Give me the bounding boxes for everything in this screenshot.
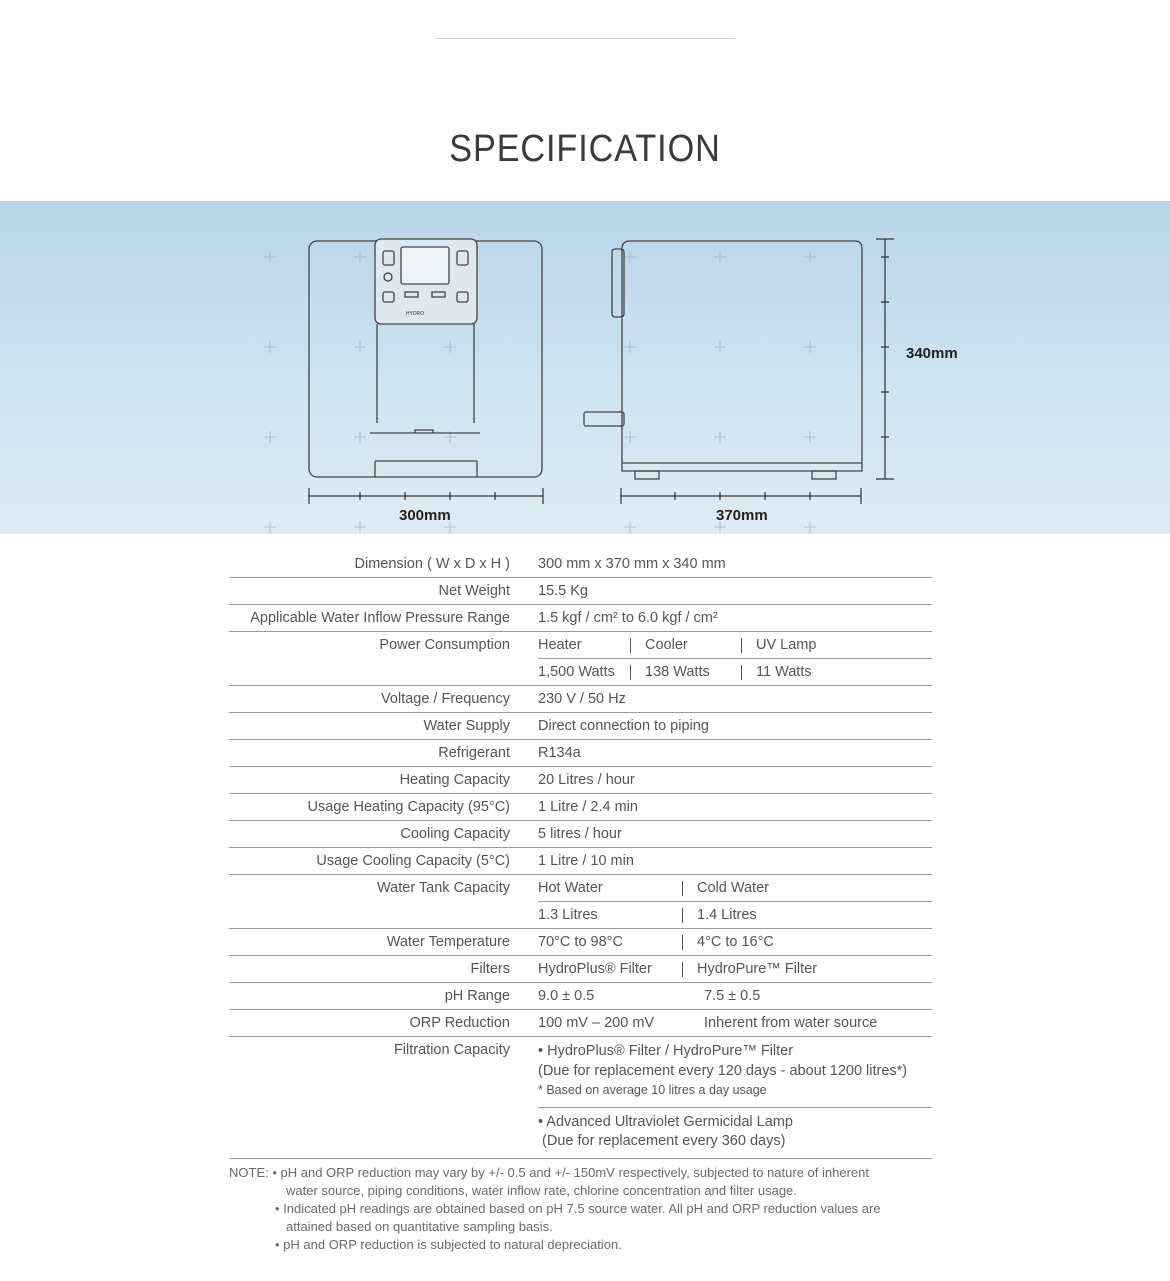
- spec-row-tank: [229, 875, 932, 929]
- tank-values: [538, 901, 932, 928]
- spec-row-power: [229, 632, 932, 686]
- spec-row-usage-cooling: [229, 848, 932, 875]
- note-item-1: • pH and ORP reduction may vary by +/- 0.5 and +/- 150mV respectively, subjected to nature of inherent: [272, 1165, 869, 1180]
- power-heater-value: 1,500 Watts: [538, 664, 615, 680]
- filter-hydroplus: HydroPlus® Filter: [538, 961, 652, 977]
- divider: [630, 638, 631, 653]
- divider: [630, 665, 631, 680]
- divider: [741, 638, 742, 653]
- spec-row-ph: [229, 983, 932, 1010]
- divider: [682, 908, 683, 923]
- top-divider: [435, 38, 735, 39]
- power-uv-value: 11 Watts: [756, 664, 812, 680]
- spec-value: 15.5 Kg: [538, 583, 588, 599]
- divider: [682, 935, 683, 950]
- spec-row-pressure: [229, 605, 932, 632]
- filtration-filter-title: • HydroPlus® Filter / HydroPure™ Filter: [538, 1043, 794, 1059]
- spec-value: 230 V / 50 Hz: [538, 691, 626, 707]
- spec-row-voltage: [229, 686, 932, 713]
- power-values: [538, 658, 932, 685]
- spec-row-temperature: [229, 929, 932, 956]
- power-heater-header: Heater: [538, 637, 582, 653]
- spec-value: 1.5 kgf / cm² to 6.0 kgf / cm²: [538, 610, 718, 626]
- filtration-uv-title: • Advanced Ultraviolet Germicidal Lamp: [538, 1113, 793, 1130]
- spec-value: 1 Litre / 2.4 min: [538, 799, 638, 815]
- spec-label: pH Range: [444, 988, 510, 1004]
- spec-label: Water Tank Capacity: [377, 880, 510, 896]
- divider: [682, 962, 683, 977]
- ph-hydropure: 7.5 ± 0.5: [704, 988, 761, 1004]
- depth-dimension-label: 370mm: [716, 507, 768, 524]
- page-title: SPECIFICATION: [449, 128, 721, 170]
- spec-label: Voltage / Frequency: [381, 691, 510, 707]
- width-dimension-label: 300mm: [399, 507, 451, 524]
- spec-row-filtration: [229, 1037, 932, 1159]
- power-headers: [538, 632, 932, 658]
- filtration-filter-footnote: * Based on average 10 litres a day usage: [538, 1083, 767, 1097]
- spec-label: Usage Heating Capacity (95°C): [307, 799, 510, 815]
- spec-row-water-supply: [229, 713, 932, 740]
- ph-hydroplus: 9.0 ± 0.5: [538, 988, 595, 1004]
- spec-value: 5 litres / hour: [538, 826, 622, 842]
- dispenser-drawings: [0, 201, 1170, 534]
- filtration-uv-block: [538, 1107, 932, 1158]
- spec-label: Power Consumption: [379, 637, 510, 653]
- spec-row-heating-capacity: [229, 767, 932, 794]
- orp-hydropure: Inherent from water source: [704, 1015, 878, 1031]
- spec-value: 1 Litre / 10 min: [538, 853, 634, 869]
- spec-row-filters: [229, 956, 932, 983]
- spec-row-usage-heating: [229, 794, 932, 821]
- tank-cold-value: 1.4 Litres: [697, 907, 757, 923]
- filter-hydropure: HydroPure™ Filter: [697, 961, 818, 977]
- height-dimension-label: 340mm: [906, 345, 958, 362]
- spec-label: Filters: [470, 961, 510, 977]
- temperature-cold: 4°C to 16°C: [697, 934, 774, 950]
- spec-value: 300 mm x 370 mm x 340 mm: [538, 556, 726, 572]
- orp-hydroplus: 100 mV – 200 mV: [538, 1015, 655, 1031]
- dimension-diagram: [0, 201, 1170, 534]
- front-view: [309, 239, 542, 477]
- spec-label: Usage Cooling Capacity (5°C): [316, 853, 510, 869]
- filtration-filter-block: [538, 1037, 932, 1107]
- spec-value: R134a: [538, 745, 581, 761]
- spec-label: Dimension ( W x D x H ): [354, 556, 510, 572]
- spec-label: Applicable Water Inflow Pressure Range: [250, 610, 510, 626]
- brand-mark: HYDRO: [406, 311, 425, 317]
- tank-headers: [538, 875, 932, 901]
- spec-label: Cooling Capacity: [400, 826, 510, 842]
- spec-label: Net Weight: [438, 583, 510, 599]
- divider: [682, 881, 683, 896]
- note-item-3: • pH and ORP reduction is subjected to natural depreciation.: [275, 1237, 622, 1252]
- spec-row-cooling-capacity: [229, 821, 932, 848]
- spec-row-net-weight: [229, 578, 932, 605]
- divider: [741, 665, 742, 680]
- note-prefix: NOTE:: [229, 1165, 269, 1180]
- note-item-1-cont: water source, piping conditions, water inflow rate, chlorine concentration and filter usage.: [286, 1183, 797, 1198]
- spec-value: Direct connection to piping: [538, 718, 709, 734]
- specification-table: [229, 551, 932, 1159]
- note-item-2-cont: attained based on quantitative sampling basis.: [286, 1219, 553, 1234]
- filtration-filter-replacement: (Due for replacement every 120 days - about 1200 litres*): [538, 1062, 908, 1079]
- grid-marks: [264, 251, 816, 533]
- tank-hot-header: Hot Water: [538, 880, 603, 896]
- temperature-hot: 70°C to 98°C: [538, 934, 623, 950]
- power-uv-header: UV Lamp: [756, 637, 817, 653]
- spec-row-orp: [229, 1010, 932, 1037]
- power-cooler-value: 138 Watts: [645, 664, 710, 680]
- spec-row-dimension: [229, 551, 932, 578]
- spec-label: Filtration Capacity: [393, 1042, 510, 1058]
- tank-cold-header: Cold Water: [697, 880, 769, 896]
- tank-hot-value: 1.3 Litres: [538, 907, 598, 923]
- spec-row-refrigerant: [229, 740, 932, 767]
- note-item-2: • Indicated pH readings are obtained based on pH 7.5 source water. All pH and ORP reduction values are: [275, 1201, 881, 1216]
- spec-label: Water Temperature: [386, 934, 510, 950]
- spec-label: ORP Reduction: [409, 1015, 510, 1031]
- spec-label: Water Supply: [423, 718, 510, 734]
- spec-label: Refrigerant: [438, 745, 510, 761]
- spec-value: 20 Litres / hour: [538, 772, 635, 788]
- side-view: [584, 241, 862, 479]
- filtration-uv-replacement: (Due for replacement every 360 days): [538, 1133, 786, 1149]
- notes: [229, 1164, 939, 1254]
- power-cooler-header: Cooler: [645, 637, 688, 653]
- spec-label: Heating Capacity: [399, 772, 510, 788]
